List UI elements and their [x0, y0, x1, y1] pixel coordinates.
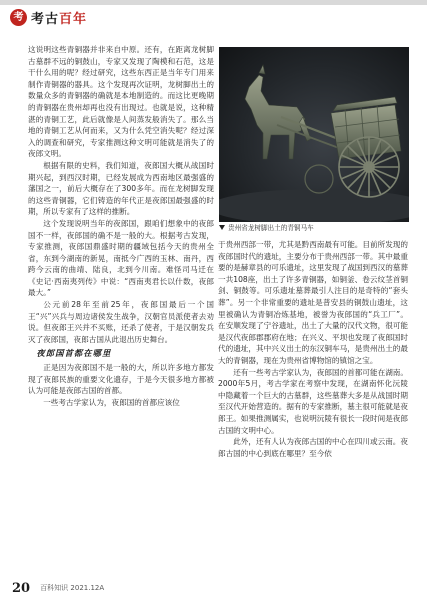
publication-info: 百科知识 2021.12A	[40, 584, 105, 592]
paragraph: 一些考古学家认为，夜郎国的首都应该位	[43, 397, 180, 407]
right-column	[218, 239, 408, 459]
paragraph: 还有一些考古学家认为，夜郎国的首都可能在湖南。2000年5月，考古学家在考察中发现，在湖南怀化沅陵中隐藏着一个巨大的古墓群，这些墓葬大多是从战国时期至汉代开始营造的。据有的专家推断，墓主很可能就是夜郎王。如果推测属实，也说明沅陵有很长一段时间是夜郎古国的文明中心。	[218, 367, 408, 435]
paragraph: 根据有限的史料，我们知道，夜郎国大概从战国时期兴起，到西汉时期，已经发展成为西南地区最强盛的藩国之一，前后大概存在了300多年。而在龙树脚发现的这些青铜器，它们铸造的年代正是夜郎国最强盛的时期，所以专家有了这样的推断。	[28, 160, 214, 217]
page-number: 20	[12, 581, 31, 596]
paragraph: 这说明这些青铜器并非来自中原。还有，在距离龙树脚古墓群不远的铜鼓山，专家又发现了陶模和石范，这是干什么用的呢？经过研究，这些东西正是当年专门用来制作青铜器的器具。这个发现再次证明，龙树脚出土的数量众多的青铜器的确就是本地制造的。而这比更晚期的青铜器在贵州却再也没有出现过。也就是说，这种精湛的青铜工艺，此后就像是人间蒸发般消失了。那么当地的青铜工艺从何而来，又为什么凭空消失呢？经过深入的调查和研究，专家推测这种文明可能就是消失了的夜郎文明。	[28, 45, 214, 159]
left-column	[28, 44, 214, 408]
photo-caption	[219, 223, 409, 233]
page-header	[0, 0, 427, 38]
paragraph: 于贵州西部一带，尤其是黔西南最有可能。目前所发现的夜郎国时代的遗址，主要分布于贵州西部一带。其中最重要的是赫章县的可乐遗址，这里发现了战国到西汉的墓葬一共108座，出土了许多青铜器，如铜釜、卷云纹茎首铜剑、铜鼓等。可乐遗址墓葬最引人注目的是奇特的“套头葬”。另一个非常重要的遗址是普安县的铜鼓山遗址，这里被确认为青铜冶炼基地，被誉为夜郎国的“兵工厂”。在安顺发现了宁谷遗址，出土了大量的汉代文物，很可能是汉代夜郎郡郡府在地；在兴义、平坝也发现了夜郎国时代的遗址，其中兴义出土的东汉铜车马，是贵州出土的最大的青铜器，现在为贵州省博物馆的镇馆之宝。	[218, 240, 408, 365]
bronze-chariot-photo	[219, 47, 409, 222]
photo-caption-text: 贵州省龙树脚出土的青铜马车	[228, 224, 314, 232]
section-title-accent: 百年	[59, 12, 88, 27]
page-footer	[12, 577, 412, 596]
header-bar	[0, 0, 427, 5]
caption-triangle-icon	[219, 225, 225, 230]
section-subheading: 夜郎国首都在哪里	[36, 348, 112, 359]
paragraph: 这个发现说明当年的夜郎国，跟咱们想象中的夜郎国不一样，夜郎国的确不是一般的大。根据考古发现，专家推测，夜郎国鼎盛时期的疆域包括今天的贵州全省，东到今湖南的新晃，南抵今广西的玉林、南丹，西跨今云南的曲靖、陆良，北到今川南。难怪司马迁在《史记·西南夷列传》中说：“西南夷君长以什数，夜郎最大。”	[28, 218, 214, 298]
section-title-main: 考古	[31, 12, 60, 27]
paragraph: 正是因为夜郎国不是一般的大，所以许多地方都发现了夜郎民族的重要文化遗存，于是今天很多地方都被认为可能是夜郎古国的首都。	[28, 363, 214, 396]
section-logo-icon: 考	[10, 9, 27, 26]
section-title	[31, 8, 87, 27]
paragraph: 此外，还有人认为夜郎古国的中心在四川或云南。夜郎古国的中心到底在哪里？至今依	[218, 437, 408, 458]
bronze-chariot-illustration	[219, 47, 409, 222]
paragraph: 公元前28年至前25年，夜郎国最后一个国王“兴”兴兵与周边诸侯发生战争，汉朝官员派使者去劝说。但夜郎王兴并不买账，还杀了使者，于是汉朝发兵灭了夜郎国，夜郎古国从此退出历史舞台。	[28, 300, 214, 344]
